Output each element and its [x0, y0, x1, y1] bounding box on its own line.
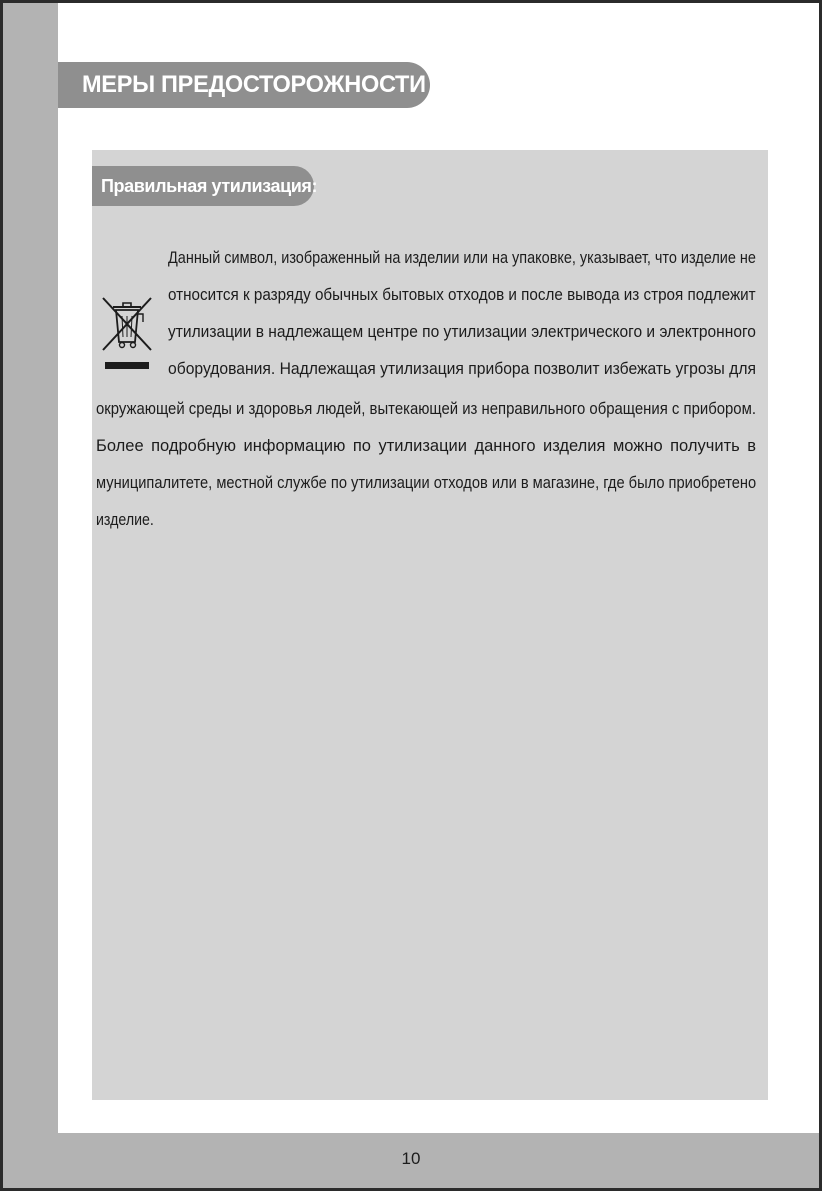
page-number: 10 [401, 1149, 421, 1168]
section-title: МЕРЫ ПРЕДОСТОРОЖНОСТИ [82, 71, 426, 98]
body-line-1: Данный символ, изображенный на изделии или на упаковке, указывает, что изделие не [168, 249, 756, 267]
page-frame-left [0, 0, 58, 1191]
body-line-5: окружающей среды и здоровья людей, вытекающей из неправильного обращения с прибором. [96, 400, 756, 418]
body-line-3: утилизации в надлежащем центре по утилизации электрического и электронного [168, 323, 756, 341]
body-line-4: оборудования. Надлежащая утилизация прибора позволит избежать угрозы для [168, 360, 756, 378]
body-line-6: Более подробную информацию по утилизации данного изделия можно получить в [96, 437, 756, 455]
subheading: Правильная утилизация: [101, 176, 318, 196]
weee-crossed-bin-icon [100, 292, 154, 372]
body-line-2: относится к разряду обычных бытовых отходов и после вывода из строя подлежит [168, 286, 756, 304]
page-border-left [0, 0, 3, 1191]
body-line-8: изделие. [96, 511, 154, 529]
body-line-7: муниципалитете, местной службе по утилизации отходов или в магазине, где было приобретено [96, 474, 757, 492]
page-border-top [0, 0, 822, 3]
